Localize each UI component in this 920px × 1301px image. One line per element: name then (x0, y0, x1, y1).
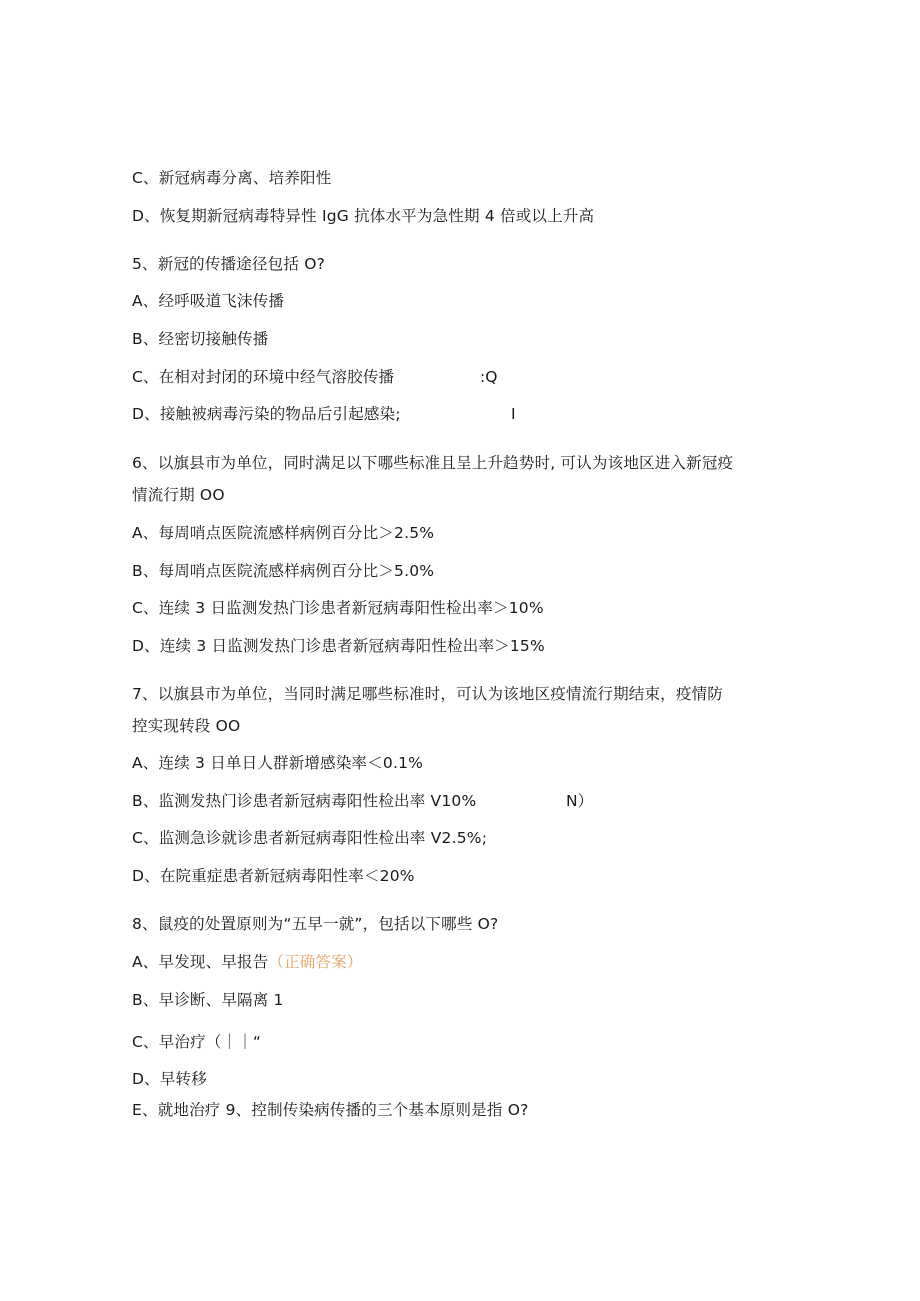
q5-question: 5、新冠的传播途径包括 O? (132, 255, 326, 273)
q5-option-a: A、经呼吸道飞沫传播 (132, 292, 285, 310)
q7-option-b-mark: N） (566, 792, 594, 810)
q7-question-line1: 7、以旗县市为单位，当同时满足哪些标准时，可认为该地区疫情流行期结束，疫情防 (132, 685, 723, 703)
q5-option-d: D、接触被病毒污染的物品后引起感染; (132, 405, 401, 423)
q5-option-d-mark: I (511, 405, 516, 423)
q8-option-b: B、早诊断、早隔离 1 (132, 991, 284, 1009)
q4-option-c: C、新冠病毒分离、培养阳性 (132, 169, 332, 187)
correct-answer-tag: （正确答案） (268, 953, 363, 971)
q8-option-a (132, 952, 363, 972)
q5-option-c-mark: :Q (480, 368, 498, 386)
q7-option-c: C、监测急诊就诊患者新冠病毒阳性检出率 V2.5%; (132, 829, 488, 847)
q6-option-d: D、连续 3 日监测发热门诊患者新冠病毒阳性检出率＞15% (132, 637, 545, 655)
q5-option-b: B、经密切接触传播 (132, 330, 269, 348)
q4-option-d: D、恢复期新冠病毒特异性 IgG 抗体水平为急性期 4 倍或以上升高 (132, 207, 595, 225)
q8-option-a-text: A、早发现、早报告 (132, 953, 269, 971)
q7-option-b: B、监测发热门诊患者新冠病毒阳性检出率 V10% (132, 792, 477, 810)
q6-question-line2: 情流行期 OO (132, 486, 225, 504)
q8-question: 8、鼠疫的处置原则为“五早一就”，包括以下哪些 O? (132, 915, 499, 933)
q7-question-line2: 控实现转段 OO (132, 717, 241, 735)
q6-option-a: A、每周哨点医院流感样病例百分比＞2.5% (132, 524, 435, 542)
q8-option-c: C、早治疗（｜｜“ (132, 1033, 262, 1051)
q8-option-e-q9-question: E、就地治疗 9、控制传染病传播的三个基本原则是指 O? (132, 1101, 529, 1119)
q6-option-c: C、连续 3 日监测发热门诊患者新冠病毒阳性检出率＞10% (132, 599, 544, 617)
q5-option-c: C、在相对封闭的环境中经气溶胶传播 (132, 368, 395, 386)
q7-option-a: A、连续 3 日单日人群新增感染率＜0.1% (132, 754, 424, 772)
q8-option-d: D、早转移 (132, 1070, 207, 1088)
q7-option-d: D、在院重症患者新冠病毒阳性率＜20% (132, 867, 415, 885)
q6-option-b: B、每周哨点医院流感样病例百分比＞5.0% (132, 562, 435, 580)
q6-question-line1: 6、以旗县市为单位，同时满足以下哪些标准且呈上升趋势时, 可认为该地区进入新冠疫 (132, 454, 734, 472)
